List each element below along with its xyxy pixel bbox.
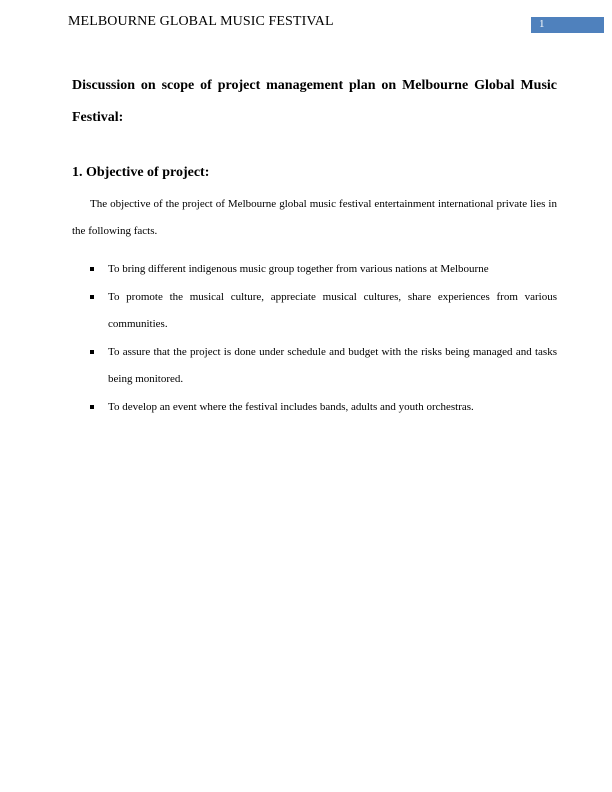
list-item xyxy=(90,339,557,393)
list-item-text: To bring different indigenous music group together from various nations at Melbourne xyxy=(108,263,489,275)
page-number: 1 xyxy=(539,18,545,30)
running-header-title: MELBOURNE GLOBAL MUSIC FESTIVAL xyxy=(68,14,334,29)
list-item xyxy=(90,256,557,283)
square-bullet-icon xyxy=(90,267,94,271)
objectives-list xyxy=(90,256,557,422)
list-item xyxy=(90,284,557,338)
section-heading: 1. Objective of project: xyxy=(72,165,210,180)
square-bullet-icon xyxy=(90,350,94,354)
list-item xyxy=(90,394,557,421)
intro-paragraph: The objective of the project of Melbourne global music festival entertainment international private lies in the following facts. xyxy=(72,198,557,237)
list-item-text: To develop an event where the festival includes bands, adults and youth orchestras. xyxy=(108,401,474,413)
page-number-badge xyxy=(531,17,604,33)
square-bullet-icon xyxy=(90,405,94,409)
square-bullet-icon xyxy=(90,295,94,299)
list-item-text: To assure that the project is done under schedule and budget with the risks being managed and tasks being monitored. xyxy=(108,346,557,385)
list-item-text: To promote the musical culture, appreciate musical cultures, share experiences from various communities. xyxy=(108,291,557,330)
document-title: Discussion on scope of project management plan on Melbourne Global Music Festival: xyxy=(72,78,557,125)
